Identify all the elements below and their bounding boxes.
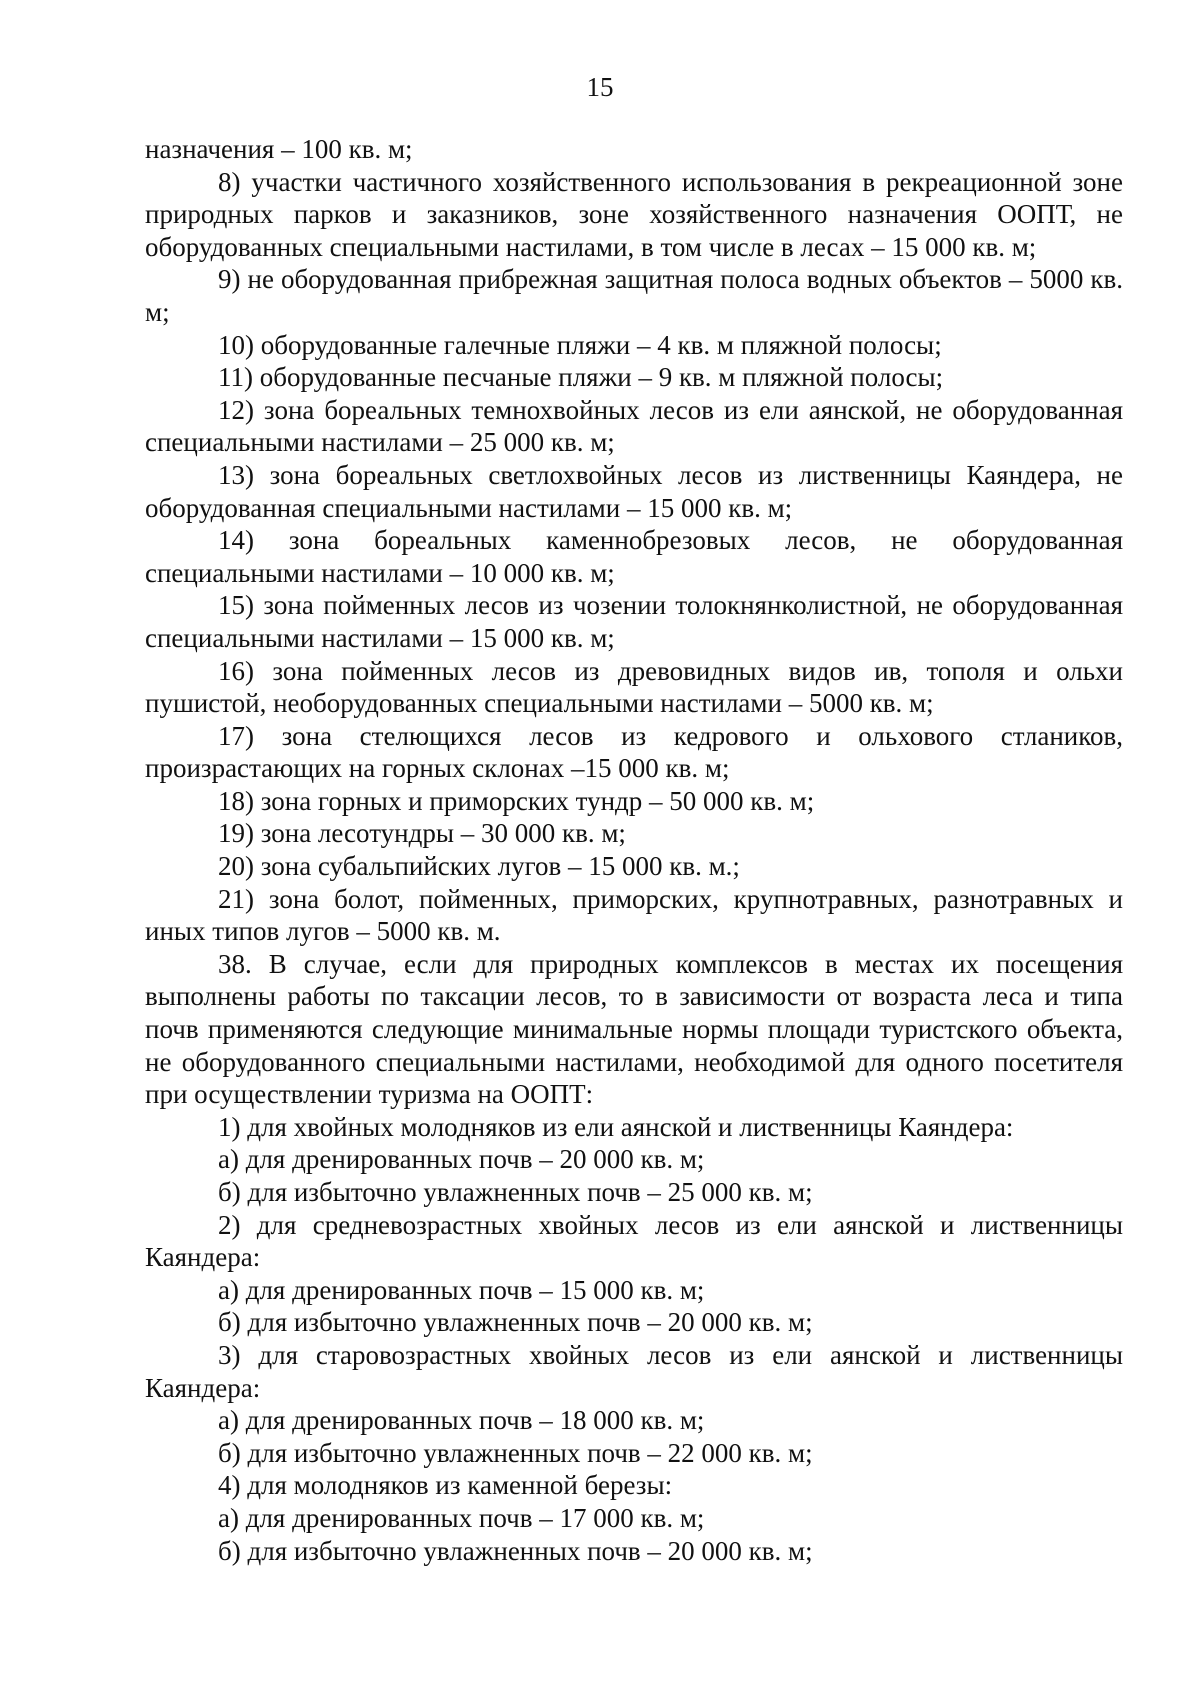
- paragraph: б) для избыточно увлажненных почв – 20 000 кв. м;: [218, 1535, 813, 1566]
- paragraph: 8) участки частичного хозяйственного использования в рекреационной зоне природных парков и заказников, зоне хозяйственного назначения ООПТ, не оборудованных специальными настилами, в том числе в лесах – 15 000 кв. м;: [145, 166, 1123, 262]
- paragraph: а) для дренированных почв – 20 000 кв. м;: [218, 1144, 705, 1175]
- paragraph: 14) зона бореальных каменнобрезовых лесов, не оборудованная специальными настилами – 10 000 кв. м;: [145, 525, 1123, 588]
- paragraph: а) для дренированных почв – 15 000 кв. м;: [218, 1274, 705, 1305]
- page-number: 15: [586, 72, 614, 102]
- paragraph: 13) зона бореальных светлохвойных лесов из лиственницы Каяндера, не оборудованная специальными настилами – 15 000 кв. м;: [145, 459, 1123, 523]
- paragraph: 17) зона стелющихся лесов из кедрового и ольхового стлаников, произрастающих на горных склонах –15 000 кв. м;: [145, 720, 1123, 784]
- paragraph: 15) зона пойменных лесов из чозении толокнянколистной, не оборудованная специальными настилами – 15 000 кв. м;: [145, 590, 1123, 653]
- paragraph: 11) оборудованные песчаные пляжи – 9 кв. м пляжной полосы;: [218, 362, 944, 393]
- paragraph: назначения – 100 кв. м;: [145, 134, 413, 164]
- paragraph: 2) для средневозрастных хвойных лесов из ели аянской и лиственницы Каяндера:: [145, 1209, 1123, 1273]
- paragraph: 18) зона горных и приморских тундр – 50 000 кв. м;: [218, 785, 815, 816]
- paragraph: б) для избыточно увлажненных почв – 22 000 кв. м;: [218, 1437, 813, 1468]
- paragraph: а) для дренированных почв – 18 000 кв. м;: [218, 1405, 705, 1436]
- paragraph: а) для дренированных почв – 17 000 кв. м;: [218, 1502, 705, 1533]
- paragraph: 4) для молодняков из каменной березы:: [218, 1470, 673, 1501]
- paragraph: 38. В случае, если для природных комплексов в местах их посещения выполнены работы по таксации лесов, то в зависимости от возраста леса и типа почв применяются следующие минимальные нормы площади туристского объекта, не оборудованного специальными настилами, необходимой для одного посетителя при осуществлении туризма на ООПТ:: [145, 948, 1123, 1110]
- paragraph: 9) не оборудованная прибрежная защитная полоса водных объектов – 5000 кв. м;: [145, 264, 1123, 327]
- paragraph: 16) зона пойменных лесов из древовидных видов ив, тополя и ольхи пушистой, необорудованных специальными настилами – 5000 кв. м;: [145, 655, 1123, 719]
- paragraph: б) для избыточно увлажненных почв – 20 000 кв. м;: [218, 1307, 813, 1338]
- paragraph: 1) для хвойных молодняков из ели аянской и лиственницы Каяндера:: [218, 1111, 1014, 1142]
- document-body: [145, 133, 1123, 1567]
- paragraph: 19) зона лесотундры – 30 000 кв. м;: [218, 818, 626, 849]
- paragraph: 12) зона бореальных темнохвойных лесов из ели аянской, не оборудованная специальными настилами – 25 000 кв. м;: [145, 394, 1123, 458]
- paragraph: 10) оборудованные галечные пляжи – 4 кв. м пляжной полосы;: [218, 329, 942, 360]
- paragraph: 20) зона субальпийских лугов – 15 000 кв. м.;: [218, 851, 740, 882]
- paragraph: 21) зона болот, пойменных, приморских, крупнотравных, разнотравных и иных типов лугов – 5000 кв. м.: [145, 883, 1123, 947]
- paragraph: б) для избыточно увлажненных почв – 25 000 кв. м;: [218, 1177, 813, 1207]
- paragraph: 3) для старовозрастных хвойных лесов из ели аянской и лиственницы Каяндера:: [145, 1339, 1123, 1403]
